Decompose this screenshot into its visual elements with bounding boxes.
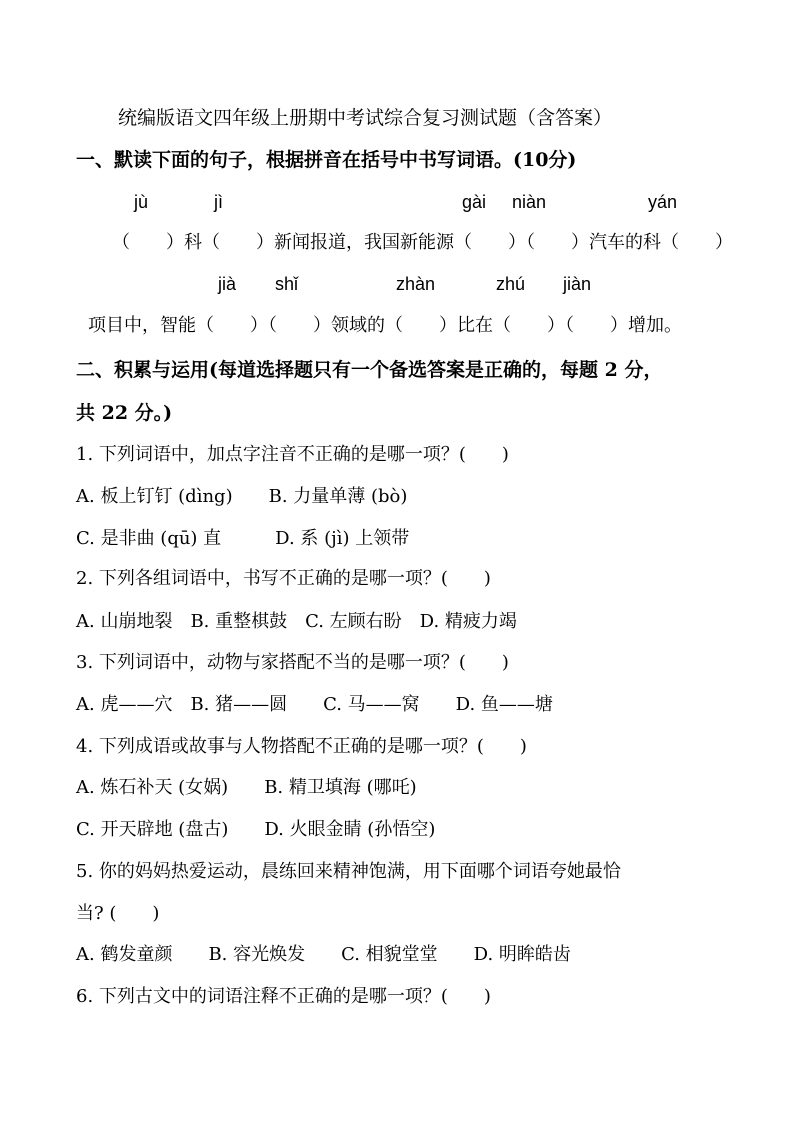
question-2-stem: 2. 下列各组词语中，书写不正确的是哪一项？( ) <box>76 568 491 589</box>
question-1-options-c-d: C. 是非曲 (qū) 直 D. 系 (jì) 上领带 <box>76 528 410 549</box>
question-3-stem: 3. 下列词语中，动物与家搭配不当的是哪一项？( ) <box>76 652 509 673</box>
question-1-stem: 1. 下列词语中，加点字注音不正确的是哪一项？( ) <box>76 444 509 465</box>
pinyin-gai: gài <box>462 192 487 212</box>
question-4-stem: 4. 下列成语或故事与人物搭配不正确的是哪一项？( ) <box>76 736 527 757</box>
section2-heading-line1: 二、积累与运用(每道选择题只有一个备选答案是正确的，每题 2 分， <box>76 359 663 381</box>
question-3-options: A. 虎——穴 B. 猪——圆 C. 马——窝 D. 鱼——塘 <box>76 694 553 715</box>
pinyin-zhan: zhàn <box>396 274 436 294</box>
section1-sentence-2: 项目中，智能（ ）（ ）领域的（ ）比在（ ）（ ）增加。 <box>88 315 682 336</box>
question-4-options-a-b: A. 炼石补天 (女娲) B. 精卫填海 (哪吒) <box>76 777 417 798</box>
question-5-stem-line1: 5. 你的妈妈热爱运动，晨练回来精神饱满，用下面哪个词语夸她最恰 <box>76 861 621 882</box>
section1-heading: 一、默读下面的句子，根据拼音在括号中书写词语。(10分) <box>76 149 577 171</box>
section1-sentence-1: （ ）科（ ）新闻报道，我国新能源（ ）（ ）汽车的科（ ） <box>112 232 733 253</box>
question-1-options-a-b: A. 板上钉钉 (dìng) B. 力量单薄 (bò) <box>76 486 408 507</box>
pinyin-zhu: zhú <box>496 274 526 294</box>
question-6-stem: 6. 下列古文中的词语注释不正确的是哪一项？( ) <box>76 986 491 1007</box>
pinyin-nian: niàn <box>512 192 547 212</box>
pinyin-shi: shǐ <box>275 274 299 294</box>
question-5-stem-line2: 当? ( ) <box>76 903 160 924</box>
question-5-options: A. 鹤发童颜 B. 容光焕发 C. 相貌堂堂 D. 明眸皓齿 <box>76 944 571 965</box>
pinyin-jian: jiàn <box>563 274 592 294</box>
section2-heading-line2: 共 22 分。) <box>76 402 173 424</box>
pinyin-ji: jì <box>214 192 223 212</box>
pinyin-ju: jù <box>134 192 149 212</box>
pinyin-yan: yán <box>648 192 678 212</box>
question-4-options-c-d: C. 开天辟地 (盘古) D. 火眼金睛 (孙悟空) <box>76 819 436 840</box>
document-title: 统编版语文四年级上册期中考试综合复习测试题（含答案） <box>118 107 613 129</box>
pinyin-jia: jià <box>218 274 237 294</box>
question-2-options: A. 山崩地裂 B. 重整棋鼓 C. 左顾右盼 D. 精疲力竭 <box>76 611 517 632</box>
